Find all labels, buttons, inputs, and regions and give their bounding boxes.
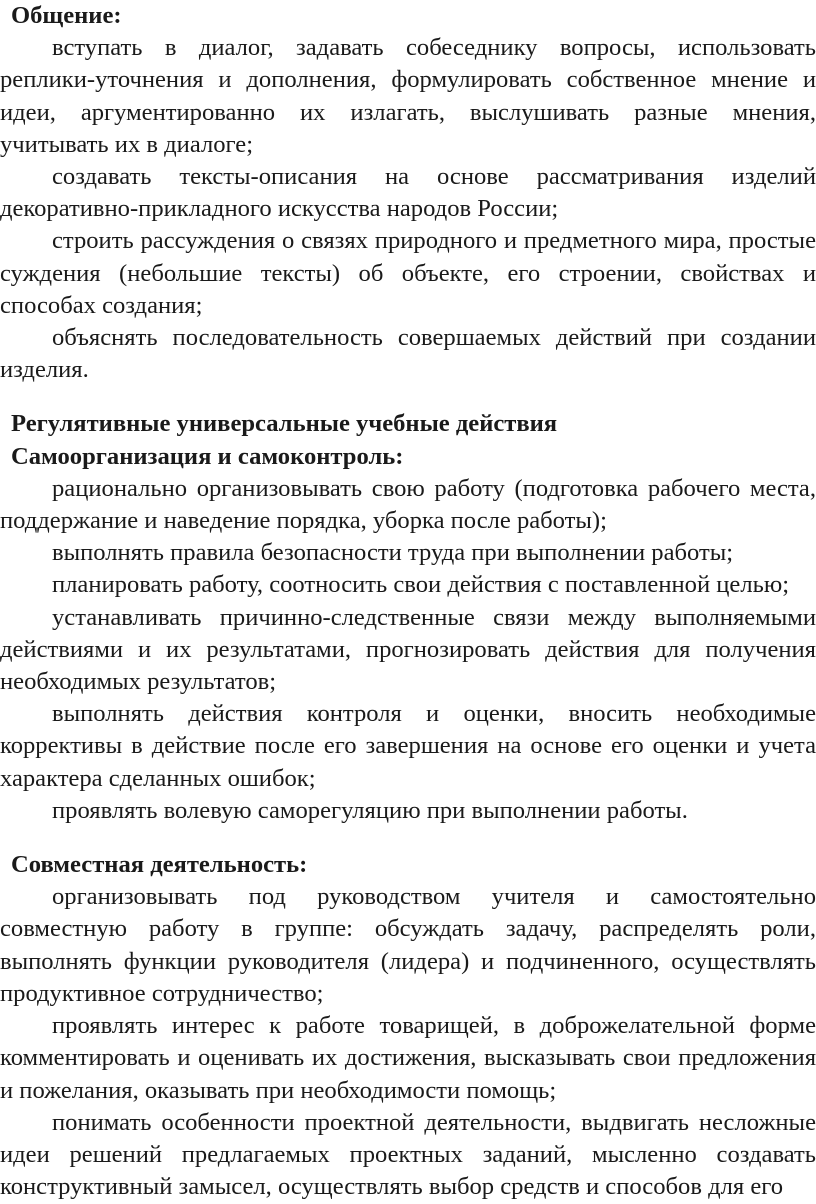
section-heading: Регулятивные универсальные учебные действия <box>11 410 558 438</box>
paragraph: устанавливать причинно-следственные связи между выполняемыми действиями и их результатами, прогнозировать действия для получения необходимых результатов; <box>0 603 816 696</box>
paragraph: проявлять интерес к работе товарищей, в доброжелательной форме комментировать и оценивать их достижения, высказывать свои предложения и пожелания, оказывать при необходимости помощь; <box>0 1012 816 1104</box>
paragraph: организовывать под руководством учителя и самостоятельно совместную работу в группе: обсуждать задачу, распределять роли, выполнять функции руководителя (лидера) и подчиненного, осуществлять продуктивное сотрудничество; <box>0 883 816 1007</box>
paragraph: понимать особенности проектной деятельности, выдвигать несложные идеи решений предлагаемых проектных заданий, мысленно создавать конструктивный замысел, осуществлять выбор средств и способов для его <box>0 1108 816 1201</box>
section-gap <box>0 386 816 408</box>
section-communication <box>0 0 816 386</box>
section-gap <box>0 827 816 849</box>
section-heading: Общение: <box>11 2 122 29</box>
paragraph: выполнять действия контроля и оценки, вносить необходимые коррективы в действие после его завершения на основе его оценки и учета характера сделанных ошибок; <box>0 700 816 792</box>
paragraph: планировать работу, соотносить свои действия с поставленной целью; <box>52 571 790 599</box>
paragraph: создавать тексты-описания на основе рассматривания изделий декоративно-прикладного искусства народов России; <box>0 163 816 223</box>
section-joint-activity <box>0 849 816 1203</box>
section-regulatory <box>0 408 816 827</box>
paragraph: объяснять последовательность совершаемых действий при создании изделия. <box>0 324 816 384</box>
paragraph: рационально организовывать свою работу (подготовка рабочего места, поддержание и наведение порядка, уборка после работы); <box>0 474 816 535</box>
paragraph: выполнять правила безопасности труда при выполнении работы; <box>52 539 734 567</box>
section-subheading: Самоорганизация и самоконтроль: <box>11 442 404 470</box>
section-heading: Совместная деятельность: <box>11 851 308 879</box>
paragraph: проявлять волевую саморегуляцию при выполнении работы. <box>52 796 688 824</box>
paragraph: вступать в диалог, задавать собеседнику вопросы, использовать реплики-уточнения и дополнения, формулировать собственное мнение и идеи, аргументированно их излагать, выслушивать разные мнения, учитывать их в диалоге; <box>0 34 816 158</box>
paragraph: строить рассуждения о связях природного и предметного мира, простые суждения (небольшие тексты) об объекте, его строении, свойствах и способах создания; <box>0 227 816 319</box>
